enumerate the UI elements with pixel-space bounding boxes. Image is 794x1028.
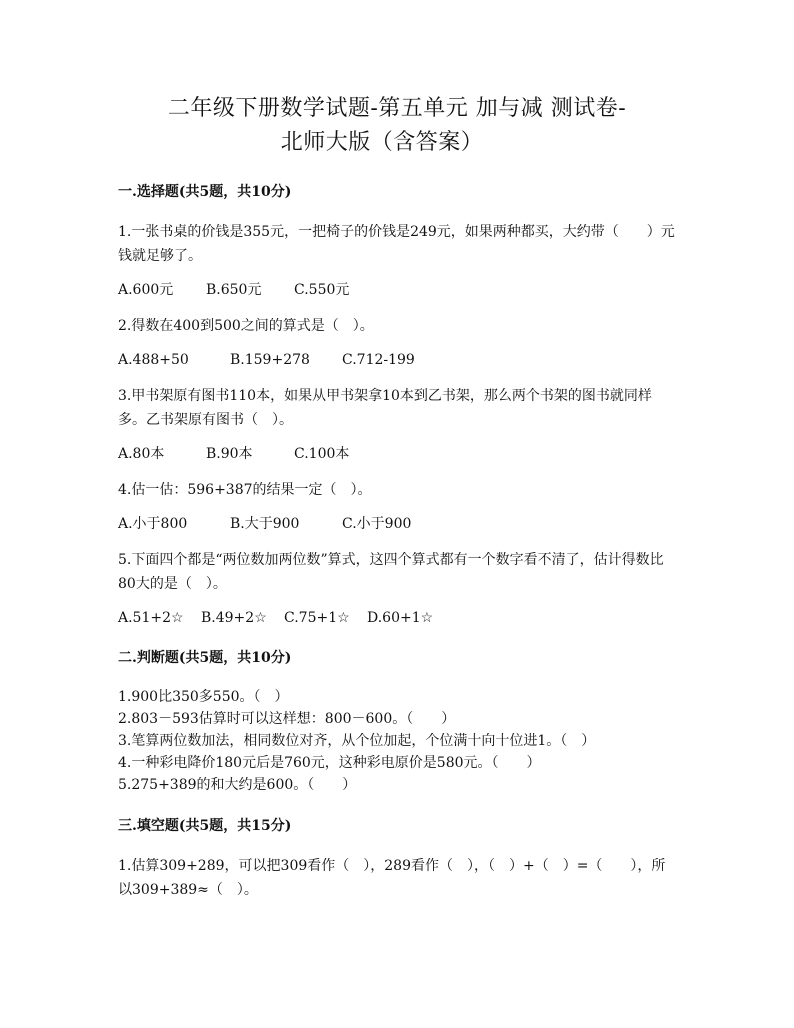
judge-item-2: 2.803－593估算时可以这样想：800－600。（ ） (118, 711, 456, 727)
question-1-1: 1.一张书桌的价钱是355元，一把椅子的价钱是249元，如果两种都买，大约带（ ）元钱就足够了。 (118, 224, 675, 264)
option: A.488+50 (118, 352, 189, 368)
option: B.49+2☆ (201, 610, 267, 626)
question-1-3-options (118, 444, 676, 464)
question-1-4: 4.估一估：596+387的结果一定（ ）。 (118, 482, 372, 498)
document-title (118, 92, 676, 160)
option: B.大于900 (230, 516, 300, 532)
option: A.600元 (118, 282, 174, 298)
option: A.51+2☆ (118, 610, 184, 626)
option: B.90本 (206, 446, 253, 462)
option: B.650元 (206, 282, 262, 298)
option: B.159+278 (230, 352, 310, 368)
section-2-heading: 二.判断题(共5题，共10分) (118, 650, 292, 666)
option: C.550元 (294, 282, 350, 298)
fill-question-1: 1.估算309+289，可以把309看作（ ），289看作（ ），（ ）+（ ）=（ ），所以309+389≈（ ）。 (118, 858, 666, 898)
question-1-3: 3.甲书架原有图书110本，如果从甲书架拿10本到乙书架，那么两个书架的图书就同样多。乙书架原有图书（ ）。 (118, 388, 652, 428)
question-1-1-options (118, 280, 676, 300)
judge-item-5: 5.275+389的和大约是600。（ ） (118, 777, 357, 793)
question-1-5-options (118, 608, 676, 628)
option: C.712-199 (342, 352, 415, 368)
title-line-2: 北师大版（含答案） (280, 130, 484, 155)
option: C.100本 (294, 446, 350, 462)
option: C.小于900 (342, 516, 412, 532)
judge-item-1: 1.900比350多550。（ ） (118, 689, 289, 705)
section-1-heading: 一.选择题(共5题，共10分) (118, 184, 292, 200)
section-3-heading: 三.填空题(共5题，共15分) (118, 818, 292, 834)
option: A.小于800 (118, 516, 188, 532)
option: D.60+1☆ (367, 610, 434, 626)
judge-item-3: 3.笔算两位数加法，相同数位对齐，从个位加起，个位满十向十位进1。（ ） (118, 733, 596, 749)
option: A.80本 (118, 446, 165, 462)
judge-item-4: 4.一种彩电降价180元后是760元，这种彩电原价是580元。（ ） (118, 755, 541, 771)
question-1-2: 2.得数在400到500之间的算式是（ ）。 (118, 318, 374, 334)
question-1-4-options (118, 514, 676, 534)
option: C.75+1☆ (284, 610, 350, 626)
title-line-1: 二年级下册数学试题-第五单元 加与减 测试卷- (167, 96, 627, 121)
question-1-5: 5.下面四个都是“两位数加两位数”算式，这四个算式都有一个数字看不清了，估计得数比80大的是（ ）。 (118, 552, 664, 592)
question-1-2-options (118, 350, 676, 370)
section-2-items (118, 686, 676, 796)
